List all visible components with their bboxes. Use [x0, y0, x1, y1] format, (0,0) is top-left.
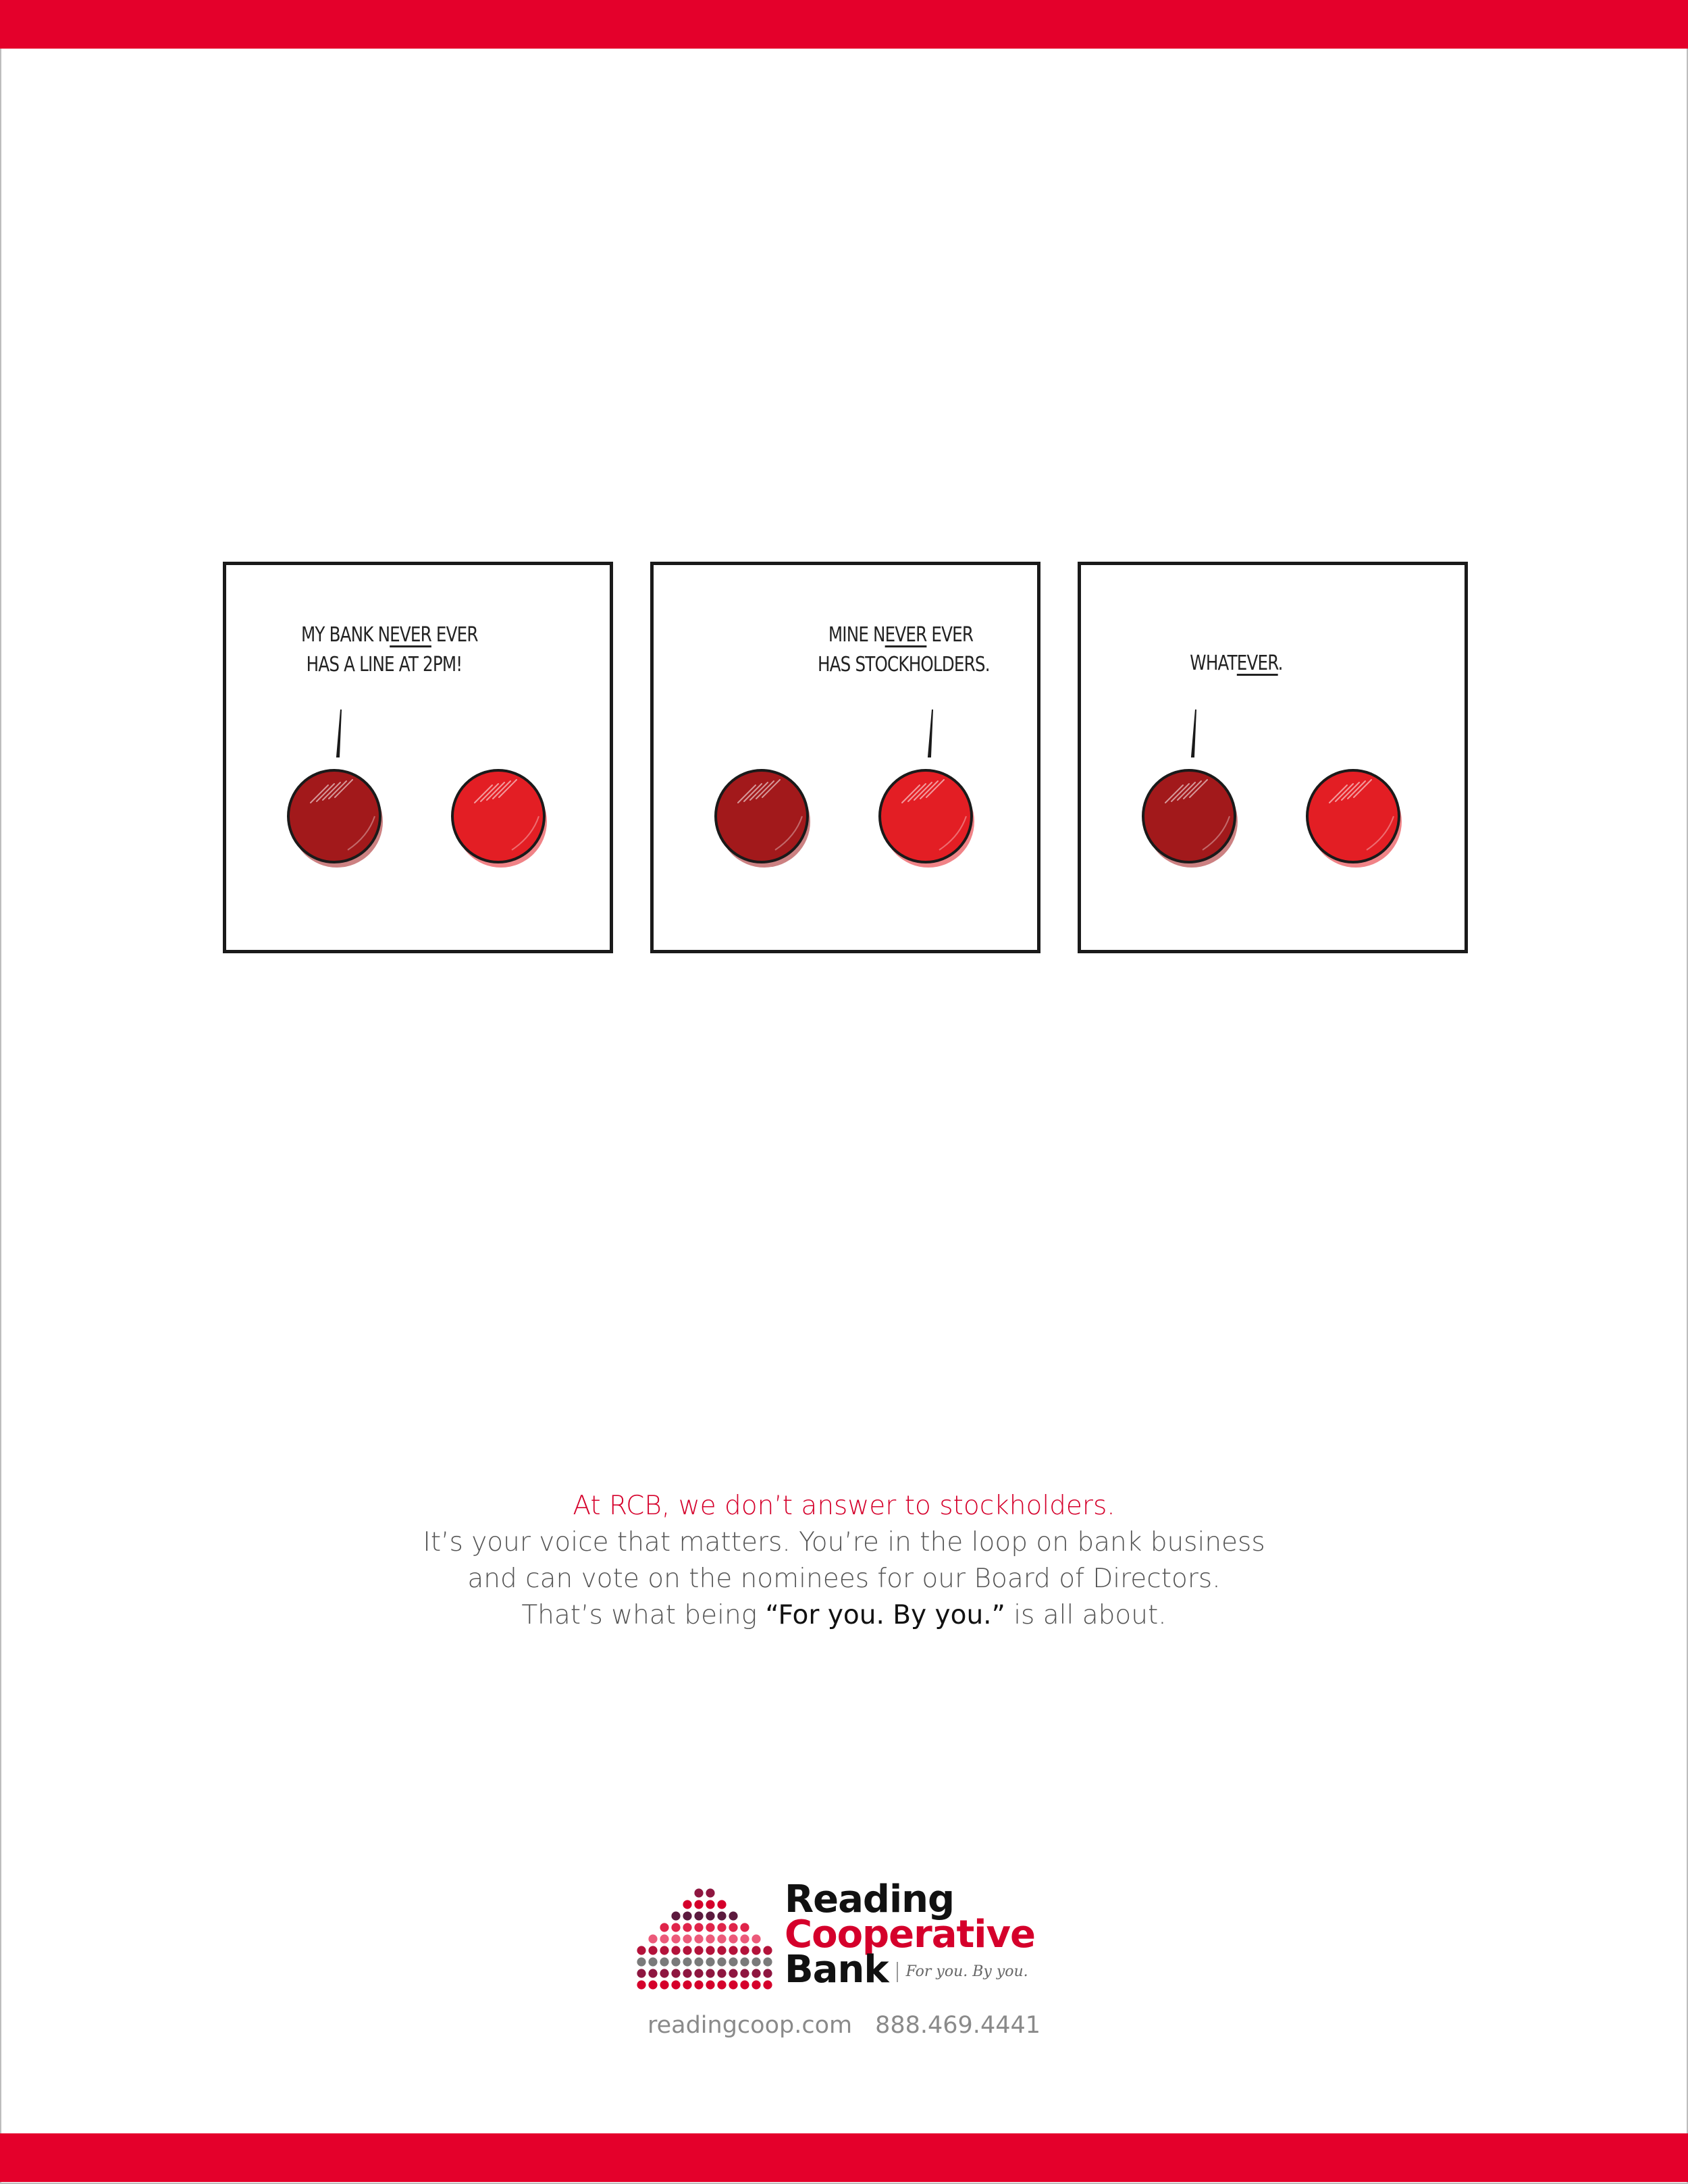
bank-logo — [635, 1863, 1107, 1992]
ad-copy — [0, 1488, 1688, 1634]
top-red-bar — [0, 0, 1688, 49]
body-line — [0, 1597, 1688, 1634]
speech-tick — [1192, 710, 1196, 757]
speech-tick — [928, 710, 932, 757]
comic-drawing — [1081, 565, 1465, 950]
bright-red-ball — [880, 770, 974, 868]
logo-wordmark — [785, 1877, 1035, 1992]
phone-number[interactable]: 888.469.4441 — [875, 2012, 1041, 2039]
comic-drawing — [654, 565, 1037, 950]
speech-line: HAS STOCKHOLDERS. — [818, 653, 990, 676]
speech-line: WHATEVER. — [1190, 651, 1283, 675]
logo-tagline: For you. By you. — [897, 1962, 1028, 1982]
dark-red-ball — [288, 770, 383, 868]
comic-drawing — [226, 565, 610, 950]
logo-word-cooperative: Cooperative — [785, 1913, 1035, 1956]
bright-red-ball — [452, 770, 547, 868]
speech-line: MINE NEVER EVER — [828, 623, 974, 647]
contact-info — [0, 2012, 1688, 2039]
headline: At RCB, we don’t answer to stockholders. — [573, 1491, 1115, 1521]
bottom-red-bar — [0, 2133, 1688, 2182]
bright-red-ball — [1307, 770, 1402, 868]
comic-panel-1 — [223, 562, 613, 953]
speech-line: MY BANK NEVER EVER — [301, 623, 478, 647]
body-line: and can vote on the nominees for our Board of Directors. — [467, 1564, 1221, 1594]
speech-line: HAS A LINE AT 2PM! — [306, 653, 463, 676]
speech-tick — [337, 710, 341, 757]
website-link[interactable]: readingcoop.com — [647, 2012, 853, 2039]
comic-panel-3 — [1078, 562, 1468, 953]
dark-red-ball — [1143, 770, 1238, 868]
logo-word-reading: Reading — [785, 1877, 955, 1921]
body-text: That’s what being — [521, 1600, 766, 1630]
dot-house-icon — [635, 1863, 776, 1992]
dark-red-ball — [716, 770, 810, 868]
logo-word-bank: Bank — [785, 1948, 889, 1992]
slogan-emphasis: “For you. By you.” — [765, 1600, 1005, 1630]
body-line: It’s your voice that matters. You’re in the loop on bank business — [423, 1527, 1265, 1557]
comic-panel-2 — [650, 562, 1040, 953]
body-text: is all about. — [1005, 1600, 1167, 1630]
